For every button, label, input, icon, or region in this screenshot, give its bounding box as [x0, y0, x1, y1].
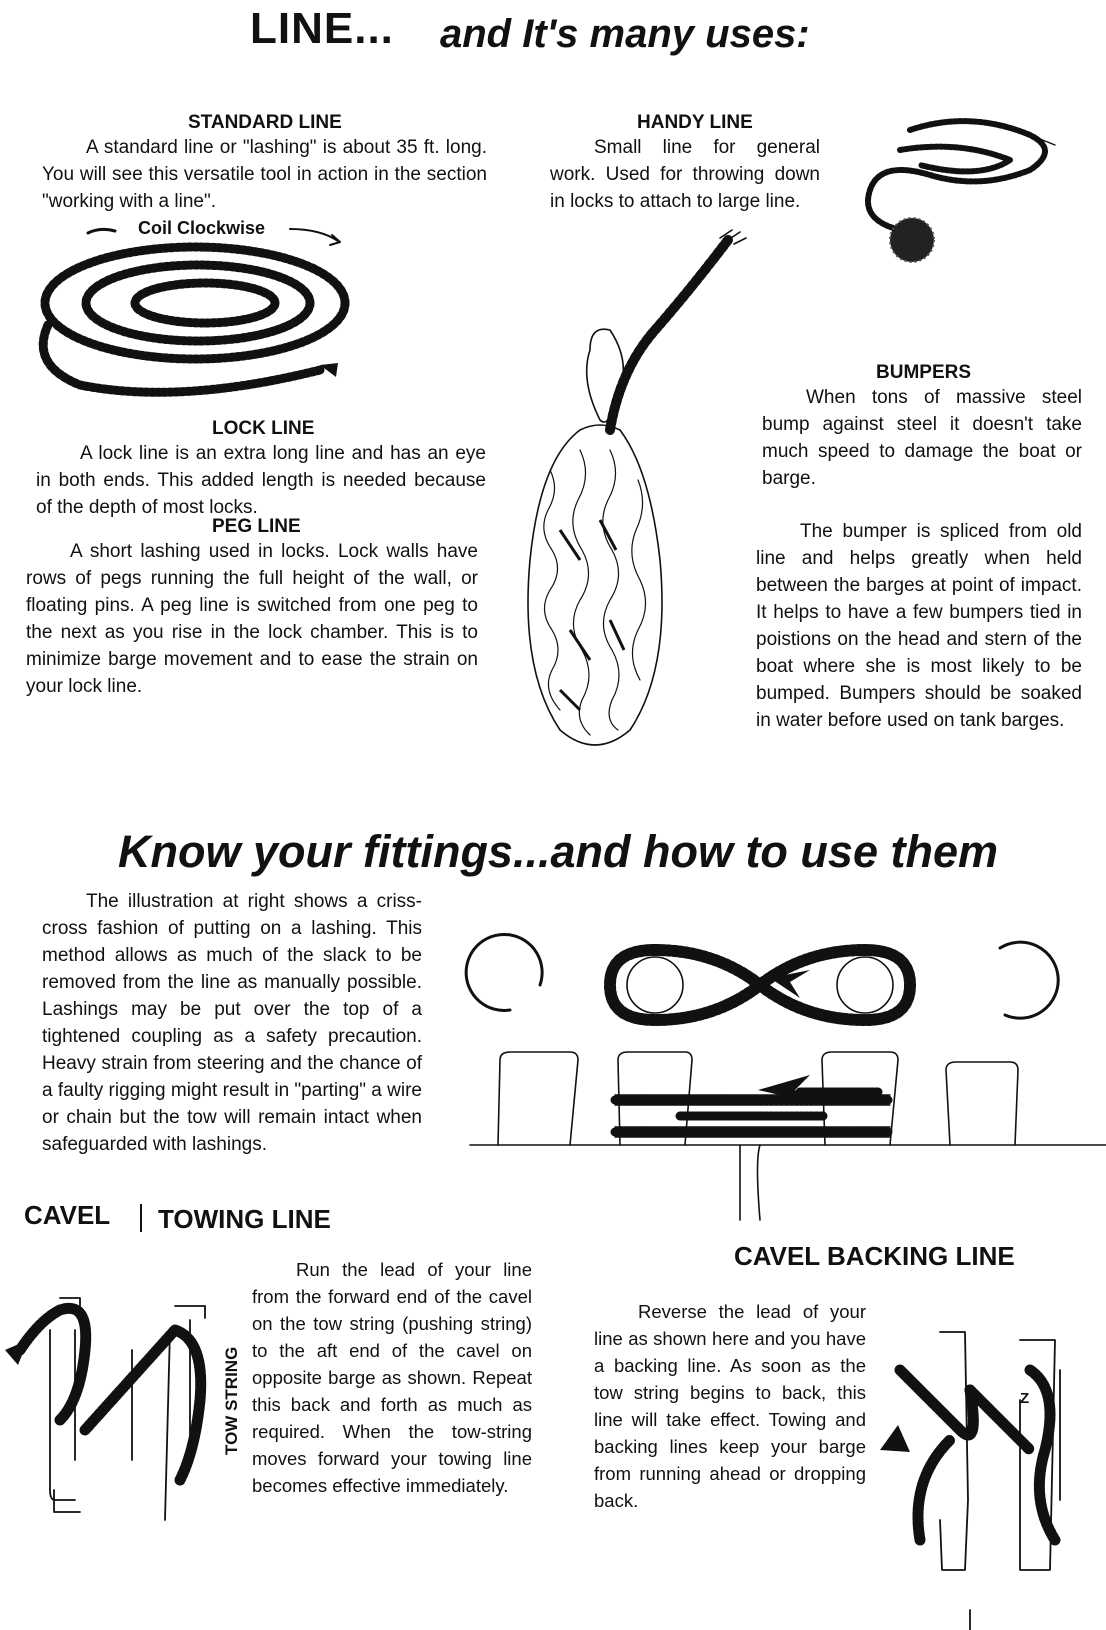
- handy-line-heading: HANDY LINE: [637, 112, 753, 133]
- standard-line-heading: STANDARD LINE: [188, 112, 342, 133]
- backing-line-text: Reverse the lead of your line as shown here and you have a backing line. As soon as the tow string begins to back, this line will take effect. Towing and backing lines keep your barge from running ahead or dropping back.: [594, 1301, 866, 1511]
- lock-line-heading: LOCK LINE: [212, 418, 315, 439]
- page-title-rest: and It's many uses:: [440, 12, 810, 56]
- bumpers-heading: BUMPERS: [876, 362, 972, 383]
- handy-line-ball-icon: [840, 110, 1080, 280]
- bumper-icon: [520, 230, 760, 760]
- towing-line-text: Run the lead of your line from the forward end of the cavel on the tow string (pushing string) to the aft end of the cavel on opposite barge as shown. Repeat this back and forth as much as required. When the tow-string moves forward your towing line becomes effective immediately.: [252, 1259, 532, 1496]
- backing-small-label: Z: [1020, 1390, 1030, 1407]
- towing-line-heading: TOWING LINE: [158, 1204, 331, 1234]
- cavel-backing-heading: CAVEL BACKING LINE: [734, 1241, 1015, 1271]
- bumpers-text-1: When tons of massive steel bump against steel it doesn't take much speed to damage the boat or barge.: [762, 387, 1082, 489]
- coiled-rope-icon: [20, 215, 380, 415]
- figure-eight-lashing-icon: [470, 920, 1106, 1250]
- cavel-backing-icon: [870, 1320, 1106, 1630]
- standard-line-text: A standard line or "lashing" is about 35 ft. long. You will see this versatile tool in action in the section "working with a line".: [42, 137, 487, 212]
- lock-line-text: A lock line is an extra long line and has an eye in both ends. This added length is needed because of the depth of most locks.: [36, 443, 486, 518]
- cavel-towing-icon: [0, 1290, 240, 1550]
- coil-clockwise-label: Coil Clockwise: [138, 218, 266, 238]
- bumpers-text-2: The bumper is spliced from old line and helps greatly when held between the barges at point of impact. It helps to have a few bumpers tied in poistions on the head and stern of the boat where she is most likely to be bumped. Bumpers should be soaked in water before used on tank barges.: [756, 521, 1082, 731]
- handy-line-text: Small line for general work. Used for throwing down in locks to attach to large line.: [550, 137, 820, 212]
- peg-line-heading: PEG LINE: [212, 516, 301, 537]
- cavel-heading: CAVEL: [24, 1200, 111, 1230]
- page-title-main: LINE...: [250, 4, 394, 53]
- peg-line-text: A short lashing used in locks. Lock walls have rows of pegs running the full height of the wall, or floating pins. A peg line is switched from one peg to the next as you rise in the lock chamber. This is to minimize barge movement and to ease the strain on your lock line.: [26, 541, 478, 697]
- heading-divider: [140, 1204, 142, 1232]
- fittings-text: The illustration at right shows a criss-cross fashion of putting on a lashing. This method allows as much of the slack to be removed from the line as manually possible. Lashings may be put over the top of a tightened coupling as a safety precaution. Heavy strain from steering and the chance of a faulty rigging might result in "parting" a wire or chain but the tow will remain intact when safeguarded with lashings.: [42, 891, 422, 1155]
- fittings-title: Know your fittings...and how to use them: [118, 826, 998, 877]
- tow-string-label: TOW STRING: [222, 1346, 241, 1455]
